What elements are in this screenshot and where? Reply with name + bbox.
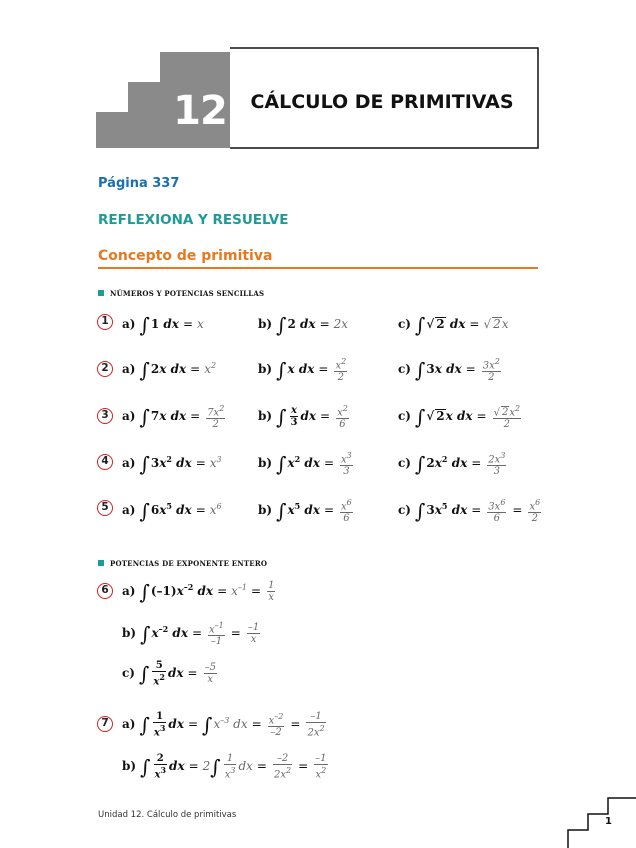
chapter-stairs-graphic	[0, 0, 636, 160]
section-title: REFLEXIONA Y RESUELVE	[98, 212, 289, 228]
exercise-6b: b) $\int x^{-2}$ dx = $\frac{x^{-1}}{-1}$ = $\frac{-1}{x}$	[122, 621, 260, 648]
exercise-4a: a) $\int 3x^2$ dx = $x^3$	[122, 452, 222, 476]
exercise-2a: a) ∫2x dx = $x^2$	[122, 358, 217, 382]
exercise-number: 5	[97, 500, 113, 516]
subhead-integer-powers: POTENCIAS DE EXPONENTE ENTERO	[98, 559, 267, 568]
teal-square-icon	[98, 560, 104, 566]
exercise-number: 1	[97, 314, 113, 330]
exercise-3c: c) ∫√ 2x dx = $\frac{√ 2x^2}{2}$	[398, 404, 521, 431]
exercise-7a: a) ∫ $\frac{1}{x^3}$ dx = $\int x^{-3}$ dx = $\frac{x^{-2}}{-2}$ = $\frac{-1}{2x^2}$	[122, 711, 325, 739]
exercise-2c: c) ∫3x dx = $\frac{3x^2}{2}$	[398, 357, 500, 384]
exercise-1a: a) ∫1 dx = x	[122, 313, 204, 337]
exercise-1c: c) ∫√ 2 dx = √ 2x	[398, 313, 509, 337]
exercise-6a: a) $\int(-1)x^{-2}$ dx = $x^{-1}$ = $\frac{1}{x}$	[122, 580, 275, 604]
exercise-2b: b) ∫x dx = $\frac{x^2}{2}$	[258, 357, 347, 384]
concept-underline	[98, 267, 538, 269]
exercise-7b: b) ∫ $\frac{2}{x^3}$ dx = 2∫ $\frac{1}{x^3}$ dx = $\frac{-2}{2x^2}$ = $\frac{-1}{x^2}$	[122, 753, 327, 781]
exercise-4b: b) $\int x^2$ dx = $\frac{x^3}{3}$	[258, 451, 352, 478]
footer-stairs-graphic	[560, 778, 636, 848]
exercise-1b: b) ∫2 dx = 2x	[258, 313, 349, 337]
exercise-6c: c) ∫ $\frac{5}{x^2}$ dx = $\frac{-5}{x}$	[122, 660, 216, 688]
subhead-simple-powers: NÚMEROS Y POTENCIAS SENCILLAS	[98, 289, 264, 298]
exercise-5c: c) $\int 3x^5$ dx = $\frac{3x^6}{6}$ = $\frac{x^6}{2}$	[398, 498, 541, 525]
exercise-number: 4	[97, 454, 113, 470]
exercise-number: 6	[97, 583, 113, 599]
footer-unit: Unidad 12. Cálculo de primitivas	[98, 810, 237, 820]
chapter-number: 12	[173, 88, 227, 134]
exercise-number: 7	[97, 716, 113, 732]
page-number: 1	[605, 816, 612, 827]
exercise-3b: b) ∫ $\frac{x}{3}$ dx = $\frac{x^2}{6}$	[258, 404, 348, 431]
exercise-3a: a) ∫7x dx = $\frac{7x^2}{2}$	[122, 404, 225, 431]
exercise-5a: a) $\int 6x^5$ dx = $x^6$	[122, 499, 222, 523]
exercise-number: 2	[97, 361, 113, 377]
exercise-5b: b) $\int x^5$ dx = $\frac{x^6}{6}$	[258, 498, 352, 525]
exercise-4c: c) $\int 2x^2$ dx = $\frac{2x^3}{3}$	[398, 451, 506, 478]
page-reference: Página 337	[98, 176, 180, 191]
concept-title: Concepto de primitiva	[98, 248, 273, 264]
exercise-number: 3	[97, 408, 113, 424]
chapter-title: CÁLCULO DE PRIMITIVAS	[250, 91, 514, 113]
teal-square-icon	[98, 290, 104, 296]
